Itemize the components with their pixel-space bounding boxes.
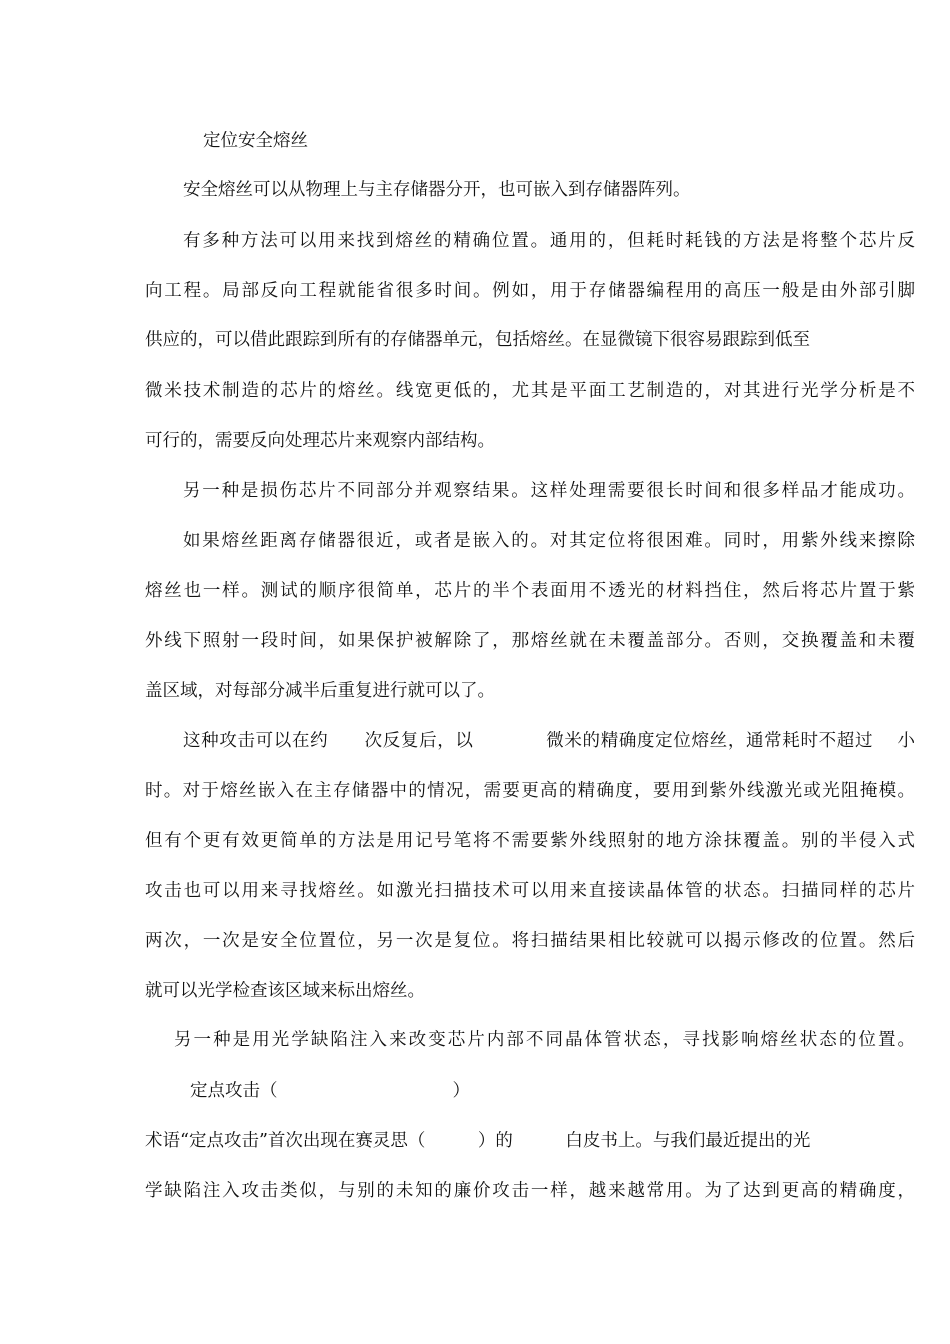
- text-line-13: 时。对于熔丝嵌入在主存储器中的情况，需要更高的精确度，要用到紫外线激光或光阻掩模。: [145, 781, 915, 801]
- text-line-15: 攻击也可以用来寻找熔丝。如激光扫描技术可以用来直接读晶体管的状态。扫描同样的芯片: [145, 881, 915, 901]
- text-line-16: 两次，一次是安全位置位，另一次是复位。将扫描结果相比较就可以揭示修改的位置。然后: [145, 931, 915, 951]
- text-line-11: 盖区域，对每部分减半后重复进行就可以了。: [145, 681, 495, 701]
- text-line-9: 熔丝也一样。测试的顺序很简单，芯片的半个表面用不透光的材料挡住，然后将芯片置于紫: [145, 581, 915, 601]
- text-line-3: 向工程。局部反向工程就能省很多时间。例如，用于存储器编程用的高压一般是由外部引脚: [145, 281, 915, 301]
- text-line-5: 微米技术制造的芯片的熔丝。线宽更低的，尤其是平面工艺制造的，对其进行光学分析是不: [145, 381, 915, 401]
- text-line-6: 可行的，需要反向处理芯片来观察内部结构。: [145, 431, 495, 451]
- subsection-title: 定点攻击（ ）: [190, 1081, 470, 1101]
- text-line-12: 这种攻击可以在约 次反复后，以 微米的精确度定位熔丝，通常耗时不超过 小: [183, 731, 915, 751]
- text-line-20: 学缺陷注入攻击类似，与别的未知的廉价攻击一样，越来越常用。为了达到更高的精确度，: [145, 1181, 915, 1201]
- section-title: 定位安全熔丝: [203, 131, 308, 151]
- text-line-8: 如果熔丝距离存储器很近，或者是嵌入的。对其定位将很困难。同时，用紫外线来擦除: [183, 531, 915, 551]
- text-line-19: 术语“定点攻击”首次出现在赛灵思（ ）的 白皮书上。与我们最近提出的光: [145, 1131, 811, 1151]
- text-line-2: 有多种方法可以用来找到熔丝的精确位置。通用的，但耗时耗钱的方法是将整个芯片反: [183, 231, 915, 251]
- text-line-17: 就可以光学检查该区域来标出熔丝。: [145, 981, 425, 1001]
- text-line-10: 外线下照射一段时间，如果保护被解除了，那熔丝就在未覆盖部分。否则，交换覆盖和未覆: [145, 631, 915, 651]
- text-line-4: 供应的，可以借此跟踪到所有的存储器单元，包括熔丝。在显微镜下很容易跟踪到低至: [145, 330, 810, 350]
- text-line-1: 安全熔丝可以从物理上与主存储器分开，也可嵌入到存储器阵列。: [183, 180, 691, 200]
- text-line-14: 但有个更有效更简单的方法是用记号笔将不需要紫外线照射的地方涂抹覆盖。别的半侵入式: [145, 831, 915, 851]
- text-line-18: 另一种是用光学缺陷注入来改变芯片内部不同晶体管状态，寻找影响熔丝状态的位置。: [174, 1030, 915, 1050]
- text-line-7: 另一种是损伤芯片不同部分并观察结果。这样处理需要很长时间和很多样品才能成功。: [183, 481, 915, 501]
